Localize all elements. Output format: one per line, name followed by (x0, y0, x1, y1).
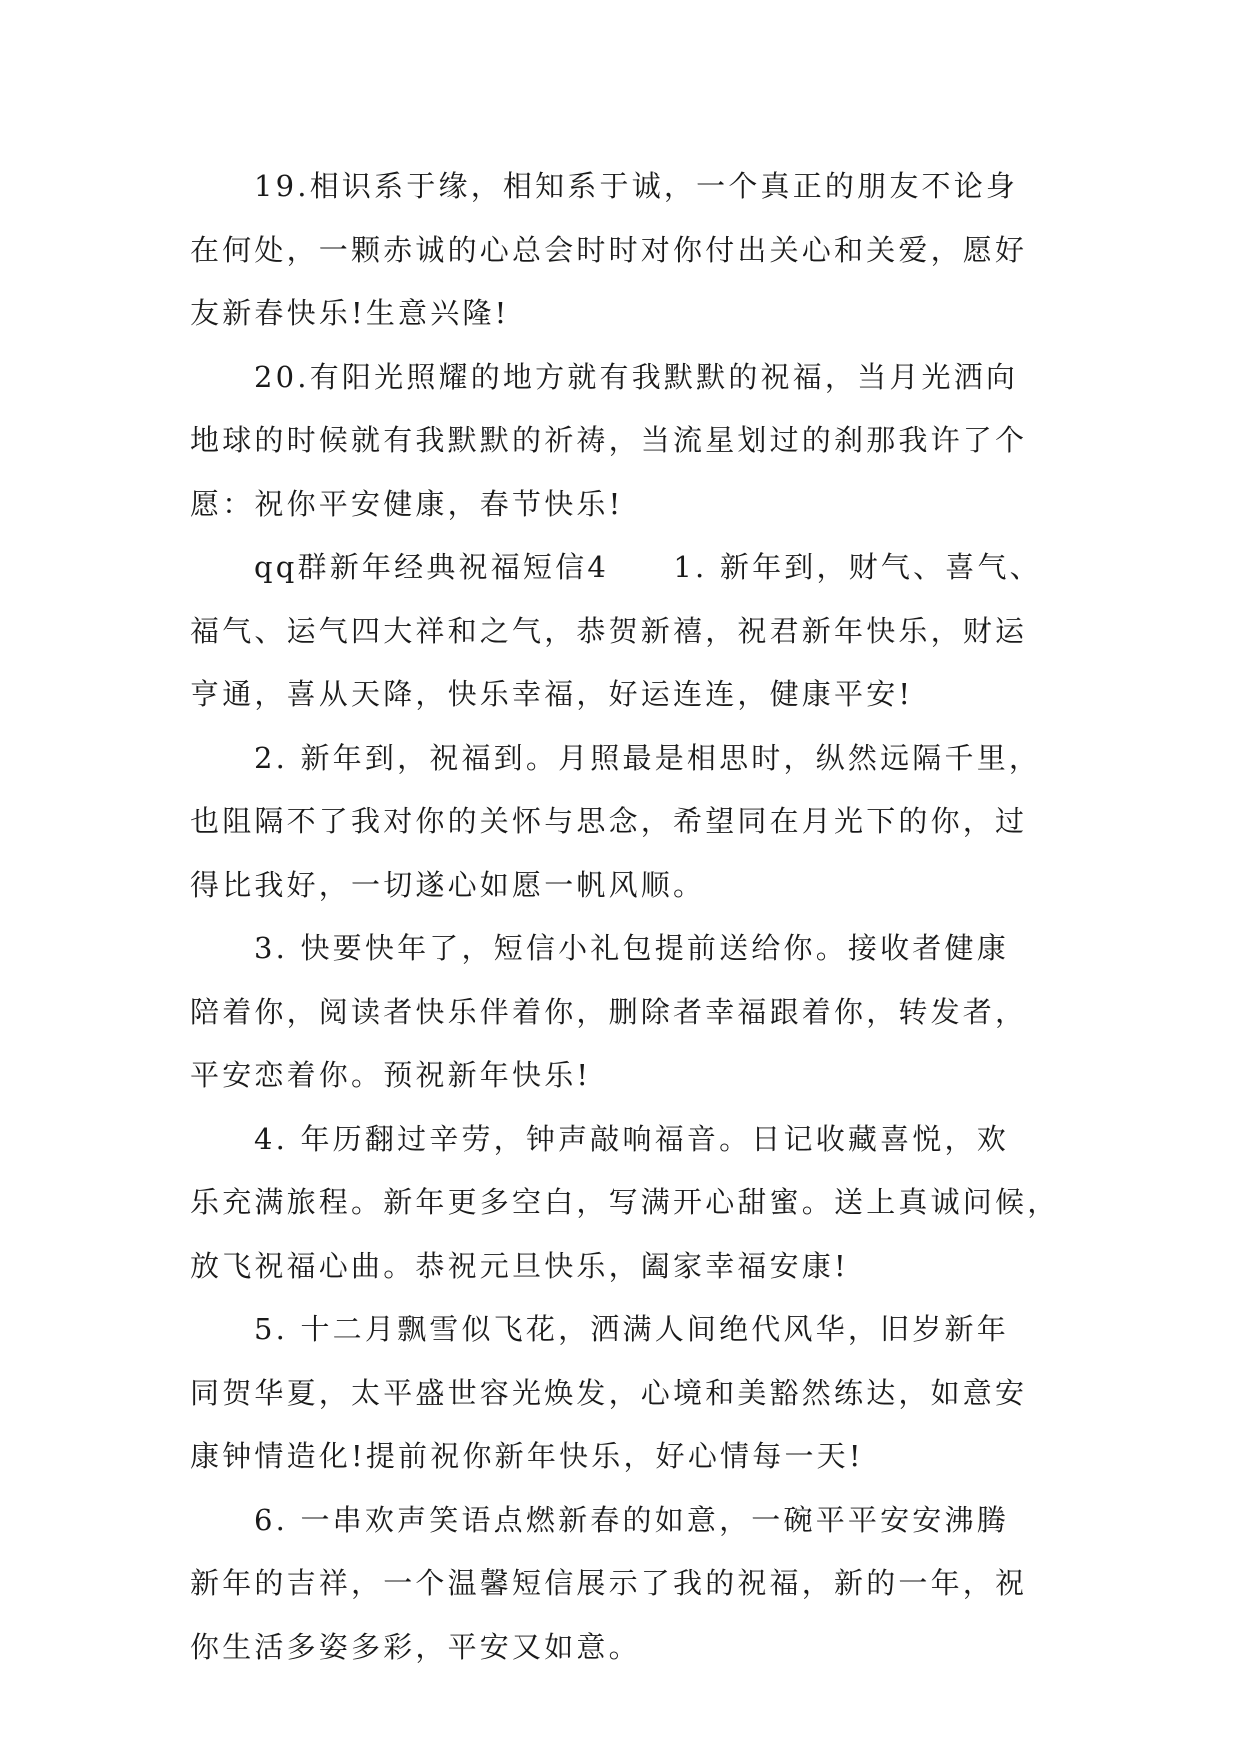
text-line: 20.有阳光照耀的地方就有我默默的祝福，当月光洒向 (254, 359, 1019, 394)
text-line: 2. 新年到，祝福到。月照最是相思时，纵然远隔千里， (254, 740, 1042, 775)
text-line: 5. 十二月飘雪似飞花，洒满人间绝代风华，旧岁新年 (254, 1312, 1009, 1346)
text-line: 福气、运气四大祥和之气，恭贺新禧，祝君新年快乐，财运 (190, 613, 1028, 648)
text-line: 亨通，喜从天降，快乐幸福，好运连连，健康平安! (190, 677, 914, 711)
text-line: 放飞祝福心曲。恭祝元旦快乐，阖家幸福安康! (190, 1248, 849, 1283)
text-line: 6. 一串欢声笑语点燃新春的如意，一碗平平安安沸腾 (254, 1502, 1009, 1537)
text-line: 3. 快要快年了，短信小礼包提前送给你。接收者健康 (254, 931, 1009, 965)
text-line: 同贺华夏，太平盛世容光焕发，心境和美豁然练达，如意安 (190, 1375, 1028, 1410)
text-line: 康钟情造化!提前祝你新年快乐，好心情每一天! (190, 1439, 864, 1473)
text-line: 陪着你，阅读者快乐伴着你，删除者幸福跟着你，转发者， (190, 994, 1028, 1029)
document-body (190, 155, 1060, 1679)
text-line: 得比我好，一切遂心如愿一帆风顺。 (190, 867, 706, 902)
text-line: 友新春快乐!生意兴隆! (190, 296, 510, 330)
text-line: 你生活多姿多彩，平安又如意。 (190, 1629, 641, 1664)
text-line: 在何处，一颗赤诚的心总会时时对你付出关心和关爱，愿好 (190, 232, 1028, 267)
text-line: 4. 年历翻过辛劳，钟声敲响福音。日记收藏喜悦，欢 (254, 1121, 1009, 1156)
text-line: 愿：祝你平安健康，春节快乐! (190, 486, 624, 521)
text-line: 地球的时候就有我默默的祈祷，当流星划过的刹那我许了个 (190, 423, 1028, 457)
text-line: 新年的吉祥，一个温馨短信展示了我的祝福，新的一年，祝 (190, 1566, 1028, 1600)
text-line: 19.相识系于缘，相知系于诚，一个真正的朋友不论身 (254, 169, 1019, 203)
text-line: 平安恋着你。预祝新年快乐! (190, 1058, 592, 1092)
text-line: 也阻隔不了我对你的关怀与思念，希望同在月光下的你，过 (190, 804, 1028, 838)
section-heading-line: qq群新年经典祝福短信4 1. 新年到，财气、喜气、 (254, 550, 1042, 584)
text-line: 乐充满旅程。新年更多空白，写满开心甜蜜。送上真诚问候， (190, 1185, 1060, 1219)
